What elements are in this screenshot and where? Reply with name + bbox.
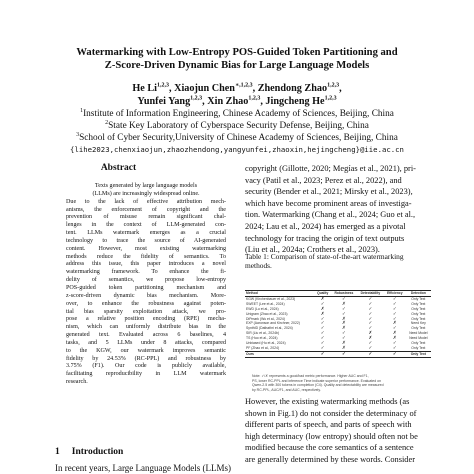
table-cell-detection: Only Text <box>406 351 431 357</box>
author-name: Jingcheng He <box>265 95 325 107</box>
table-cell-method: SynthID (Dathathri et al., 2024) <box>246 326 293 331</box>
author-line: He Li$^{1,2,3}$, Xiaojun Chen$^{∗,1,2,3}$, Zhendong Zhao$^{1,2,3}$, <box>132 82 342 94</box>
abstract-line: lenges in the context of LLM-generated con- <box>66 222 226 229</box>
table-cell-method: EXP (Aaronson and Kirchner, 2022) <box>246 321 300 326</box>
table-cell-quality: ✗ <box>320 305 325 311</box>
abstract-line: over, to enhance the robustness against poten- <box>66 300 226 307</box>
paragraph-line: copyright (Gillotte, 2020; Megías et al., 2021), pri- <box>245 164 416 173</box>
author-affil-marker: ∗,1,2,3 <box>234 82 253 89</box>
table-cell-detection: Only Text <box>411 345 426 350</box>
column-header: Quality <box>315 291 331 297</box>
paragraph-line: modified because the core semantics of a sentence <box>245 443 414 453</box>
abstract-line: watermarking framework. To enhance the fi- <box>66 269 226 276</box>
author-affil-marker: 1,2,3 <box>190 95 203 102</box>
table-cell-quality: ✓ <box>320 344 325 350</box>
author-affil-marker: 1,2,3 <box>157 82 169 89</box>
abstract-line: nism, which can uniformly distribute bias in the <box>66 324 226 331</box>
column-header: Method <box>245 291 315 297</box>
table-cell-detection: Only Text <box>411 296 426 301</box>
paragraph-line: are generally determined by these words. Consider <box>245 454 416 464</box>
abstract-line: fidelity by 24.53% (RC-PPL) and robustness by <box>66 355 226 362</box>
author-name: Zhendong Zhao <box>257 83 328 94</box>
table-cell-robustness: ✓ <box>342 310 346 316</box>
comparison-table <box>245 290 431 358</box>
column-header: Detectability <box>357 291 384 297</box>
table-cell-quality: ✓ <box>320 340 325 346</box>
table-cell-robustness: ✗ <box>342 340 346 346</box>
table-cell-method: PF (Zhao et al., 2024) <box>246 345 279 350</box>
affiliation: $^2$State Key Laboratory of Cyberspace Security Defense, Beijing, China <box>105 119 369 131</box>
table-cell-quality: ✓ <box>320 325 325 331</box>
table-cell-detection: Only Text <box>411 306 426 311</box>
section-title: Introduction <box>71 447 124 457</box>
table-cell-detectability: ✓ <box>368 305 373 311</box>
author-affil-marker: 1,2,3 <box>324 95 337 102</box>
author-name: Xiaojun Chen <box>174 83 235 94</box>
table-cell-method: SWEET (Lee et al., 2024) <box>246 301 285 306</box>
table-caption <box>245 252 435 270</box>
table-cell-detectability: ✓ <box>368 325 373 331</box>
table-cell-method: DiPmark (Wu et al., 2024) <box>246 316 285 321</box>
abstract-line: facilitating reproducibility in LLM watermark <box>66 371 226 378</box>
abstract-line: content. However, most existing watermarking <box>66 245 226 252</box>
table-cell-robustness: ✓ <box>342 305 346 311</box>
table-cell-efficiency: ✓ <box>392 295 397 301</box>
table-note <box>252 374 434 392</box>
column-header: Robustness <box>331 291 357 297</box>
affiliation: $^3$School of Cyber Security,University of Chinese Academy of Sciences, Beijing, China <box>76 131 398 143</box>
paragraph-line: 2024; Lau et al., 2024) has emerged as a pivotal <box>245 221 406 231</box>
title-line: Z-Score-Driven Dynamic Bias for Large Language Models <box>104 60 370 71</box>
table-cell-method: SIR (Liu et al., 2024b) <box>246 331 279 336</box>
table-cell-detection: Need Model <box>409 336 428 341</box>
abstract-line: address this issue, this paper introduces a novel <box>66 261 226 268</box>
table-cell-efficiency: ✗ <box>392 330 397 336</box>
abstract-line: delity of semantics, we propose low-entropy <box>66 277 226 284</box>
author-line: Yunfei Yang$^{1,2,3}$, Xin Zhao$^{1,2,3}$, Jingcheng He$^{1,2,3}$ <box>137 95 337 107</box>
paragraph-line: different parts of speech, and parts of speech with <box>245 420 412 430</box>
affiliations <box>20 108 454 156</box>
table-cell-robustness: ✗ <box>342 325 346 331</box>
table-cell-detection: Only Text <box>411 316 426 321</box>
table-cell-efficiency: ✗ <box>392 320 397 326</box>
table-row <box>245 351 431 357</box>
table-cell-detectability: ✓ <box>357 351 384 357</box>
table-cell-detectability: ✓ <box>368 344 373 350</box>
table-cell-method: Unigram (Zhao et al., 2023) <box>246 311 288 316</box>
table-cell-robustness: ✓ <box>331 351 357 357</box>
table-cell-efficiency: ✓ <box>392 344 397 350</box>
table-cell-detectability: ✓ <box>368 310 373 316</box>
paragraph-line: which have become prominent areas of investiga- <box>245 198 412 208</box>
paragraph-line: vacy (Patil et al., 2023; Perez et al., 2022), and <box>245 175 402 185</box>
table-cell-efficiency: ✓ <box>392 325 397 331</box>
table-cell-detectability: ✓ <box>368 295 373 301</box>
table-cell-robustness: ✓ <box>342 330 346 336</box>
column-header: Efficiency <box>384 291 406 297</box>
note-line: Qwen-2.5 with 300 tokens in completion (C4). Quality and detectability are measured <box>252 383 384 388</box>
author-name: Yunfei Yang <box>137 95 191 107</box>
table-cell-method: Unbiased (Hu et al., 2024) <box>246 341 286 346</box>
table-cell-detection: Only Text <box>411 326 426 331</box>
abstract-line: tial bias sparsity exploitation attack, we pro- <box>66 308 226 315</box>
table-cell-efficiency: ✓ <box>392 315 397 321</box>
author-name: He Li <box>132 83 157 94</box>
table-cell-detectability: ✓ <box>368 315 373 321</box>
table-cell-quality: ✓ <box>320 300 325 306</box>
intro-first-line: In recent years, Large Language Models (LLMs) <box>55 463 232 473</box>
table-cell-robustness: ✓ <box>342 335 346 341</box>
affiliation: $^1$Institute of Information Engineering, Chinese Academy of Sciences, Beijing, China <box>80 107 394 119</box>
table-cell-robustness: ✗ <box>342 320 346 326</box>
abstract-line: tasks, and 5 LLMs under 8 attacks, compared <box>66 339 226 346</box>
abstract-heading: Abstract <box>100 163 137 173</box>
table-cell-quality: ✗ <box>320 295 325 301</box>
section-number: 1 <box>55 447 60 457</box>
paragraph-line: (Liu et al., 2024a; Crothers et al., 2023). <box>245 245 380 255</box>
table-cell-efficiency: ✓ <box>384 351 406 357</box>
table-cell-efficiency: ✓ <box>392 305 397 311</box>
abstract-body <box>66 183 226 387</box>
table-cell-robustness: ✗ <box>342 344 346 350</box>
table-cell-quality: ✓ <box>320 315 325 321</box>
table-cell-detection: Only Text <box>411 311 426 316</box>
abstract-line: 3.75% (F1). Our code is publicly available, <box>66 363 226 370</box>
table-cell-quality: ✗ <box>320 310 325 316</box>
section-heading-introduction <box>55 447 123 457</box>
abstract-line: methods reduce the fidelity of semantics. To <box>66 253 226 260</box>
abstract-line: Texts generated by large language models <box>94 183 198 189</box>
table-cell-robustness: ✗ <box>342 300 346 306</box>
table-cell-efficiency: ✓ <box>392 340 397 346</box>
title-line: Watermarking with Low-Entropy POS-Guided Token Partitioning and <box>76 47 398 58</box>
table-cell-method: KGW (Kirchenbauer et al., 2023) <box>246 296 296 301</box>
table-cell-detection: Only Text <box>411 301 426 306</box>
table-cell-detectability: ✗ <box>368 330 373 336</box>
table-cell-quality: ✓ <box>320 335 325 341</box>
paper-title <box>40 46 434 72</box>
abstract-line: generated text. Evaluated across 6 baselines, 4 <box>66 332 226 339</box>
table-cell-quality: ✓ <box>320 330 325 336</box>
author-affil-marker: 1,2,3 <box>248 95 261 102</box>
table-cell-method: Ours <box>245 351 315 357</box>
right-column-text <box>245 163 435 256</box>
note-line: PS, lower RC-PPL and inference Time indicate superior performance. Evaluated on <box>252 378 382 383</box>
right-column-text-continued <box>245 396 435 466</box>
caption-line: Table 1: Comparison of state-of-the-art watermarking <box>245 252 404 261</box>
paragraph-line: However, the existing watermarking methods (as <box>245 397 410 406</box>
abstract-line: Due to the lack of effective attribution mech- <box>66 198 226 205</box>
paragraph-line: technology for tracing the origin of text outputs <box>245 233 405 243</box>
author-affil-marker: 1,2,3 <box>327 82 340 89</box>
paragraph-line: tion. Watermarking (Chang et al., 2024; Guo et al., <box>245 210 416 220</box>
table-cell-detectability: ✓ <box>368 320 373 326</box>
column-header: Detection <box>406 291 431 297</box>
table-cell-detection: Need Key <box>410 321 426 326</box>
author-name: Xin Zhao <box>207 95 249 107</box>
author-list <box>40 83 434 108</box>
table-cell-detection: Only Text <box>411 341 426 346</box>
caption-line: methods. <box>245 261 272 270</box>
table-cell-robustness: ✓ <box>342 295 346 301</box>
paragraph-line: high determinacy (low entropy) should often not be <box>245 431 418 441</box>
abstract-line: anisms, the enforcement of copyright and the <box>66 206 226 213</box>
abstract-line: to the KGW, our watermark improves semantic <box>66 347 226 354</box>
paragraph-line: security (Bender et al., 2021; Mirsky et al., 2023), <box>245 187 413 197</box>
table-cell-method: TS (Huo et al., 2024) <box>246 336 278 341</box>
abstract-line: (LLMs) are increasingly widespread online. <box>92 190 200 197</box>
table-cell-detectability: ✓ <box>368 340 373 346</box>
note-line: Note: ✓/✗ represents a good/bad metric performance. Higher AUC and F1, <box>252 374 369 378</box>
author-emails: {lihe2023,chenxiaojun,zhaozhendong,yangyunfei,zhaoxin,hejingcheng}@iie.ac.cn <box>70 145 404 154</box>
abstract-line: POS-guided token partitioning mechanism and <box>66 284 226 291</box>
abstract-line: pose a relative position encoding (RPE) mecha- <box>66 316 226 323</box>
table-cell-detection: Need Model <box>409 331 428 336</box>
abstract-line: tent. LLMs watermark emerges as a crucial <box>66 230 226 237</box>
abstract-line: prevention of misuse remain significant chal- <box>66 214 226 221</box>
abstract-line: technology to trace the source of AI-generated <box>66 237 226 244</box>
table-cell-efficiency: ✗ <box>392 335 397 341</box>
table-cell-quality: ✓ <box>315 351 331 357</box>
abstract-line: z-score-driven dynamic bias mechanism. More- <box>66 292 226 299</box>
table-cell-efficiency: ✓ <box>392 310 397 316</box>
abstract-line: research. <box>66 379 88 386</box>
paragraph-line: shown in Fig.1) do not consider the determinacy of <box>245 408 417 418</box>
table-cell-robustness: ✗ <box>342 315 346 321</box>
table-cell-quality: ✓ <box>320 320 325 326</box>
table-cell-detectability: ✗ <box>368 335 373 341</box>
table-cell-efficiency: ✓ <box>392 300 397 306</box>
table-cell-method: EWD (Lu et al., 2024) <box>246 306 279 311</box>
table-cell-detectability: ✓ <box>368 300 373 306</box>
note-line: by RC-PPL, AUC/F1, and AUC, respectively. <box>252 387 321 392</box>
